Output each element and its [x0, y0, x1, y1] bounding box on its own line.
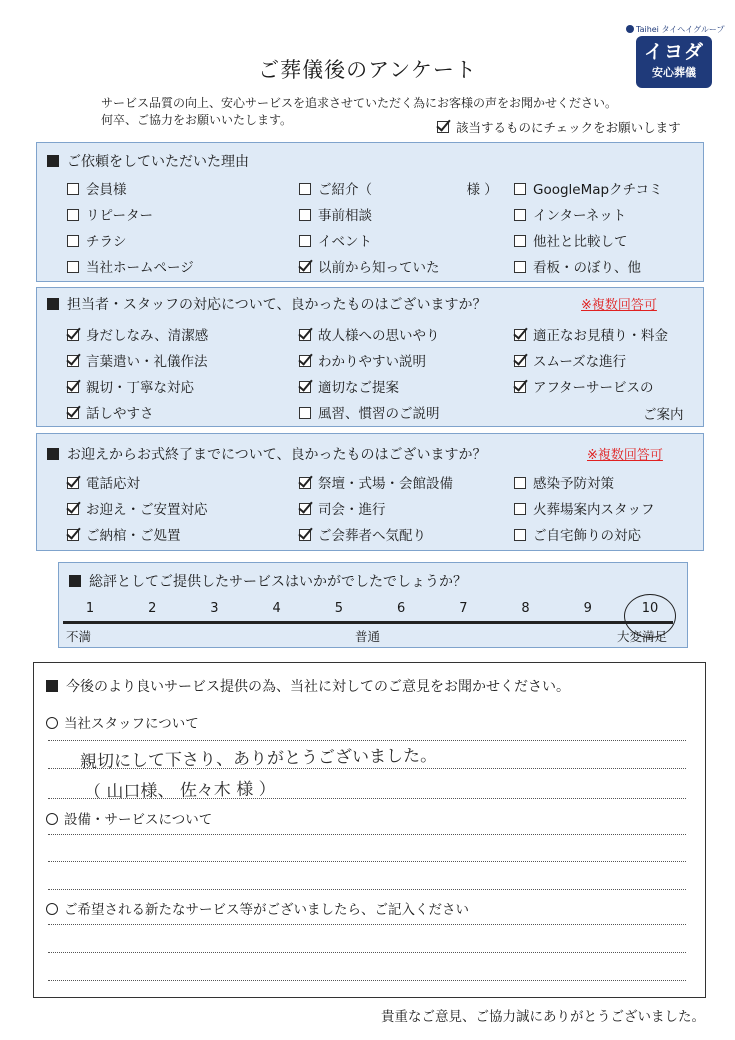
- checkbox-icon[interactable]: [514, 381, 526, 393]
- checkbox-icon[interactable]: [67, 261, 79, 273]
- circle-bullet-icon: [46, 903, 58, 915]
- option-item[interactable]: [514, 324, 668, 344]
- rating-scale-line: [63, 621, 673, 624]
- option-label: 以前から知っていた: [318, 260, 440, 276]
- option-item[interactable]: [299, 350, 426, 370]
- question-new-service: [46, 898, 469, 918]
- handwritten-answer-2[interactable]: （ 山口様、 佐々木 様 ）: [83, 779, 276, 803]
- circle-bullet-icon: [46, 717, 58, 729]
- option-label: 看板・のぼり、他: [533, 260, 641, 276]
- answer-line: [48, 768, 686, 769]
- option-item[interactable]: [299, 230, 372, 250]
- check-note: [437, 118, 681, 136]
- question-staff: [46, 712, 199, 732]
- section-ceremony-title-text: お迎えからお式終了までについて、良かったものはございますか？: [67, 447, 487, 463]
- option-label: 感染予防対策: [533, 476, 614, 492]
- brand-group-label: [626, 24, 725, 35]
- option-label: 適正なお見積り・料金: [533, 328, 668, 344]
- option-label: 風習、慣習のご説明: [318, 406, 440, 422]
- checkbox-icon[interactable]: [67, 477, 79, 489]
- rating-mid-label: 普通: [355, 629, 381, 644]
- checkbox-icon[interactable]: [299, 529, 311, 541]
- option-item[interactable]: [67, 350, 208, 370]
- rating-number[interactable]: 3: [210, 601, 219, 616]
- checkbox-icon[interactable]: [67, 407, 79, 419]
- question-staff-text: 当社スタッフについて: [64, 716, 199, 732]
- option-label: 司会・進行: [318, 502, 386, 518]
- option-label: ご紹介（ 様 ）: [318, 182, 498, 198]
- option-item[interactable]: [67, 204, 153, 224]
- option-item[interactable]: [67, 472, 140, 492]
- checkbox-icon[interactable]: [67, 503, 79, 515]
- check-note-text: 該当するものにチェックをお願いします: [456, 120, 681, 135]
- section-staff-title: [47, 294, 486, 314]
- square-bullet-icon: [47, 298, 59, 310]
- section-staff-title-text: 担当者・スタッフの対応について、良かったものはございますか？: [67, 297, 487, 313]
- option-item[interactable]: [514, 350, 626, 370]
- brand-sub: 安心葬儀: [652, 66, 696, 79]
- option-item[interactable]: [514, 498, 655, 518]
- option-item[interactable]: [299, 498, 386, 518]
- checkbox-icon: [437, 121, 449, 133]
- question-new-service-text: ご希望される新たなサービス等がございましたら、ご記入ください: [64, 902, 469, 918]
- taihei-logo-icon: [626, 25, 634, 33]
- rating-number[interactable]: 2: [148, 601, 157, 616]
- rating-number[interactable]: 10: [641, 601, 659, 616]
- option-label: ご納棺・ご処置: [86, 528, 181, 544]
- option-label: チラシ: [86, 234, 127, 250]
- checkbox-icon[interactable]: [299, 381, 311, 393]
- checkbox-icon[interactable]: [299, 329, 311, 341]
- brand-group-text: Taihei タイヘイグループ: [636, 25, 725, 34]
- option-item[interactable]: [299, 402, 440, 422]
- checkbox-icon[interactable]: [514, 477, 526, 489]
- option-item[interactable]: [299, 178, 498, 198]
- option-item[interactable]: [67, 402, 154, 422]
- option-label: 電話応対: [86, 476, 140, 492]
- checkbox-icon[interactable]: [299, 235, 311, 247]
- option-item[interactable]: [299, 472, 453, 492]
- checkbox-icon[interactable]: [67, 183, 79, 195]
- answer-line[interactable]: [48, 889, 686, 890]
- option-label: お迎え・ご安置対応: [86, 502, 208, 518]
- section-rating-title-text: 総評としてご提供したサービスはいかがでしたでしょうか？: [89, 574, 467, 590]
- option-item[interactable]: [514, 256, 641, 276]
- option-item[interactable]: [299, 324, 440, 344]
- option-item[interactable]: [299, 204, 372, 224]
- option-label: 身だしなみ、清潔感: [86, 328, 209, 344]
- opinion-title-text: 今後のより良いサービス提供の為、当社に対してのご意見をお聞かせください。: [66, 679, 570, 695]
- option-item[interactable]: [67, 498, 208, 518]
- checkbox-icon[interactable]: [514, 529, 526, 541]
- rating-low-label: 不満: [66, 629, 92, 644]
- option-label: 言葉遣い・礼儀作法: [86, 354, 208, 370]
- answer-line[interactable]: [48, 924, 686, 925]
- multi-answer-note: ※複数回答可: [587, 448, 663, 463]
- checkbox-icon[interactable]: [514, 235, 526, 247]
- checkbox-icon[interactable]: [514, 329, 526, 341]
- intro-line-2: 何卒、ご協力をお願いいたします。: [101, 113, 293, 127]
- checkbox-icon[interactable]: [299, 407, 311, 419]
- option-label: GoogleMapクチコミ: [533, 182, 663, 198]
- checkbox-icon[interactable]: [67, 209, 79, 221]
- answer-line: [48, 740, 686, 741]
- option-item[interactable]: [514, 204, 626, 224]
- checkbox-icon[interactable]: [299, 355, 311, 367]
- checkbox-icon[interactable]: [67, 381, 79, 393]
- square-bullet-icon: [47, 155, 59, 167]
- answer-line[interactable]: [48, 952, 686, 953]
- section-reason-title-text: ご依頼をしていただいた理由: [67, 154, 249, 170]
- option-label: リピーター: [86, 208, 153, 224]
- option-item[interactable]: [514, 376, 654, 396]
- answer-line: [48, 798, 686, 799]
- section-ceremony-title: [47, 444, 486, 464]
- answer-line[interactable]: [48, 980, 686, 981]
- option-label: ご自宅飾りの対応: [533, 528, 641, 544]
- option-label: アフターサービスの: [533, 380, 654, 396]
- section-rating-title: [69, 571, 467, 591]
- checkbox-icon[interactable]: [299, 477, 311, 489]
- option-item[interactable]: [514, 524, 641, 544]
- option-item[interactable]: [67, 324, 208, 344]
- checkbox-icon[interactable]: [67, 529, 79, 541]
- option-label: スムーズな進行: [533, 354, 627, 370]
- rating-number[interactable]: 1: [85, 601, 95, 616]
- question-facility-text: 設備・サービスについて: [64, 812, 213, 828]
- option-label: 故人様への思いやり: [318, 328, 440, 344]
- option-label: 話しやすさ: [86, 406, 154, 422]
- rating-number[interactable]: 4: [272, 601, 281, 616]
- option-label: ご会葬者へ気配り: [318, 528, 426, 544]
- section-ceremony: [36, 433, 704, 551]
- rating-number[interactable]: 9: [583, 601, 592, 616]
- checkbox-icon[interactable]: [67, 355, 79, 367]
- checkbox-icon[interactable]: [299, 503, 311, 515]
- rating-number[interactable]: 6: [396, 601, 406, 616]
- option-item[interactable]: [67, 230, 127, 250]
- option-item[interactable]: [514, 178, 663, 198]
- circle-bullet-icon: [46, 813, 58, 825]
- option-label: 当社ホームページ: [86, 260, 194, 276]
- question-facility: [46, 808, 212, 828]
- checkbox-icon[interactable]: [514, 261, 526, 273]
- handwritten-answer-1[interactable]: 親切にして下さり、ありがとうございました。: [79, 745, 438, 773]
- option-item[interactable]: [67, 524, 181, 544]
- checkbox-icon[interactable]: [67, 235, 79, 247]
- opinion-title: [46, 676, 570, 696]
- rating-number[interactable]: 5: [334, 601, 344, 616]
- answer-line[interactable]: [48, 861, 686, 862]
- checkbox-icon[interactable]: [514, 503, 526, 515]
- option-label: 事前相談: [318, 208, 372, 224]
- checkbox-icon[interactable]: [299, 183, 311, 195]
- option-label: イベント: [318, 234, 372, 250]
- checkbox-icon[interactable]: [514, 183, 526, 195]
- option-label: わかりやすい説明: [318, 354, 426, 370]
- option-item[interactable]: [67, 256, 194, 276]
- option-item[interactable]: [514, 230, 628, 250]
- option-label: 火葬場案内スタッフ: [533, 502, 655, 518]
- section-reason-title: [47, 151, 249, 171]
- option-label: 親切・丁寧な対応: [86, 380, 194, 396]
- checkbox-icon[interactable]: [299, 209, 311, 221]
- answer-line[interactable]: [48, 834, 686, 835]
- option-item[interactable]: [67, 376, 194, 396]
- rating-number[interactable]: 8: [521, 601, 530, 616]
- option-item[interactable]: [299, 376, 399, 396]
- option-label: 他社と比較して: [533, 234, 628, 250]
- option-label: 会員様: [86, 182, 127, 198]
- section-reason: [36, 142, 704, 282]
- square-bullet-icon: [69, 575, 81, 587]
- option-item[interactable]: [299, 524, 426, 544]
- square-bullet-icon: [46, 680, 58, 692]
- option-item[interactable]: [67, 178, 127, 198]
- checkbox-icon[interactable]: [67, 329, 79, 341]
- rating-high-label: 大変満足: [617, 629, 668, 644]
- option-item[interactable]: [299, 256, 440, 276]
- footer-thanks: 貴重なご意見、ご協力誠にありがとうございました。: [381, 1009, 705, 1025]
- option-label: インターネット: [533, 208, 627, 224]
- section-staff: [36, 287, 704, 427]
- page-title: ご葬儀後のアンケート: [258, 58, 477, 82]
- item-continuation: ご案内: [643, 407, 684, 423]
- brand-name: イヨダ: [643, 41, 704, 63]
- option-label: 祭壇・式場・会館設備: [318, 476, 453, 492]
- intro-line-1: サービス品質の向上、安心サービスを追求させていただく為にお客様の声をお聞かせください。: [101, 96, 618, 110]
- square-bullet-icon: [47, 448, 59, 460]
- option-label: 適切なご提案: [318, 380, 399, 396]
- checkbox-icon[interactable]: [514, 209, 526, 221]
- multi-answer-note: ※複数回答可: [581, 298, 657, 313]
- checkbox-icon[interactable]: [299, 261, 311, 273]
- rating-number[interactable]: 7: [459, 601, 468, 616]
- checkbox-icon[interactable]: [514, 355, 526, 367]
- option-item[interactable]: [514, 472, 614, 492]
